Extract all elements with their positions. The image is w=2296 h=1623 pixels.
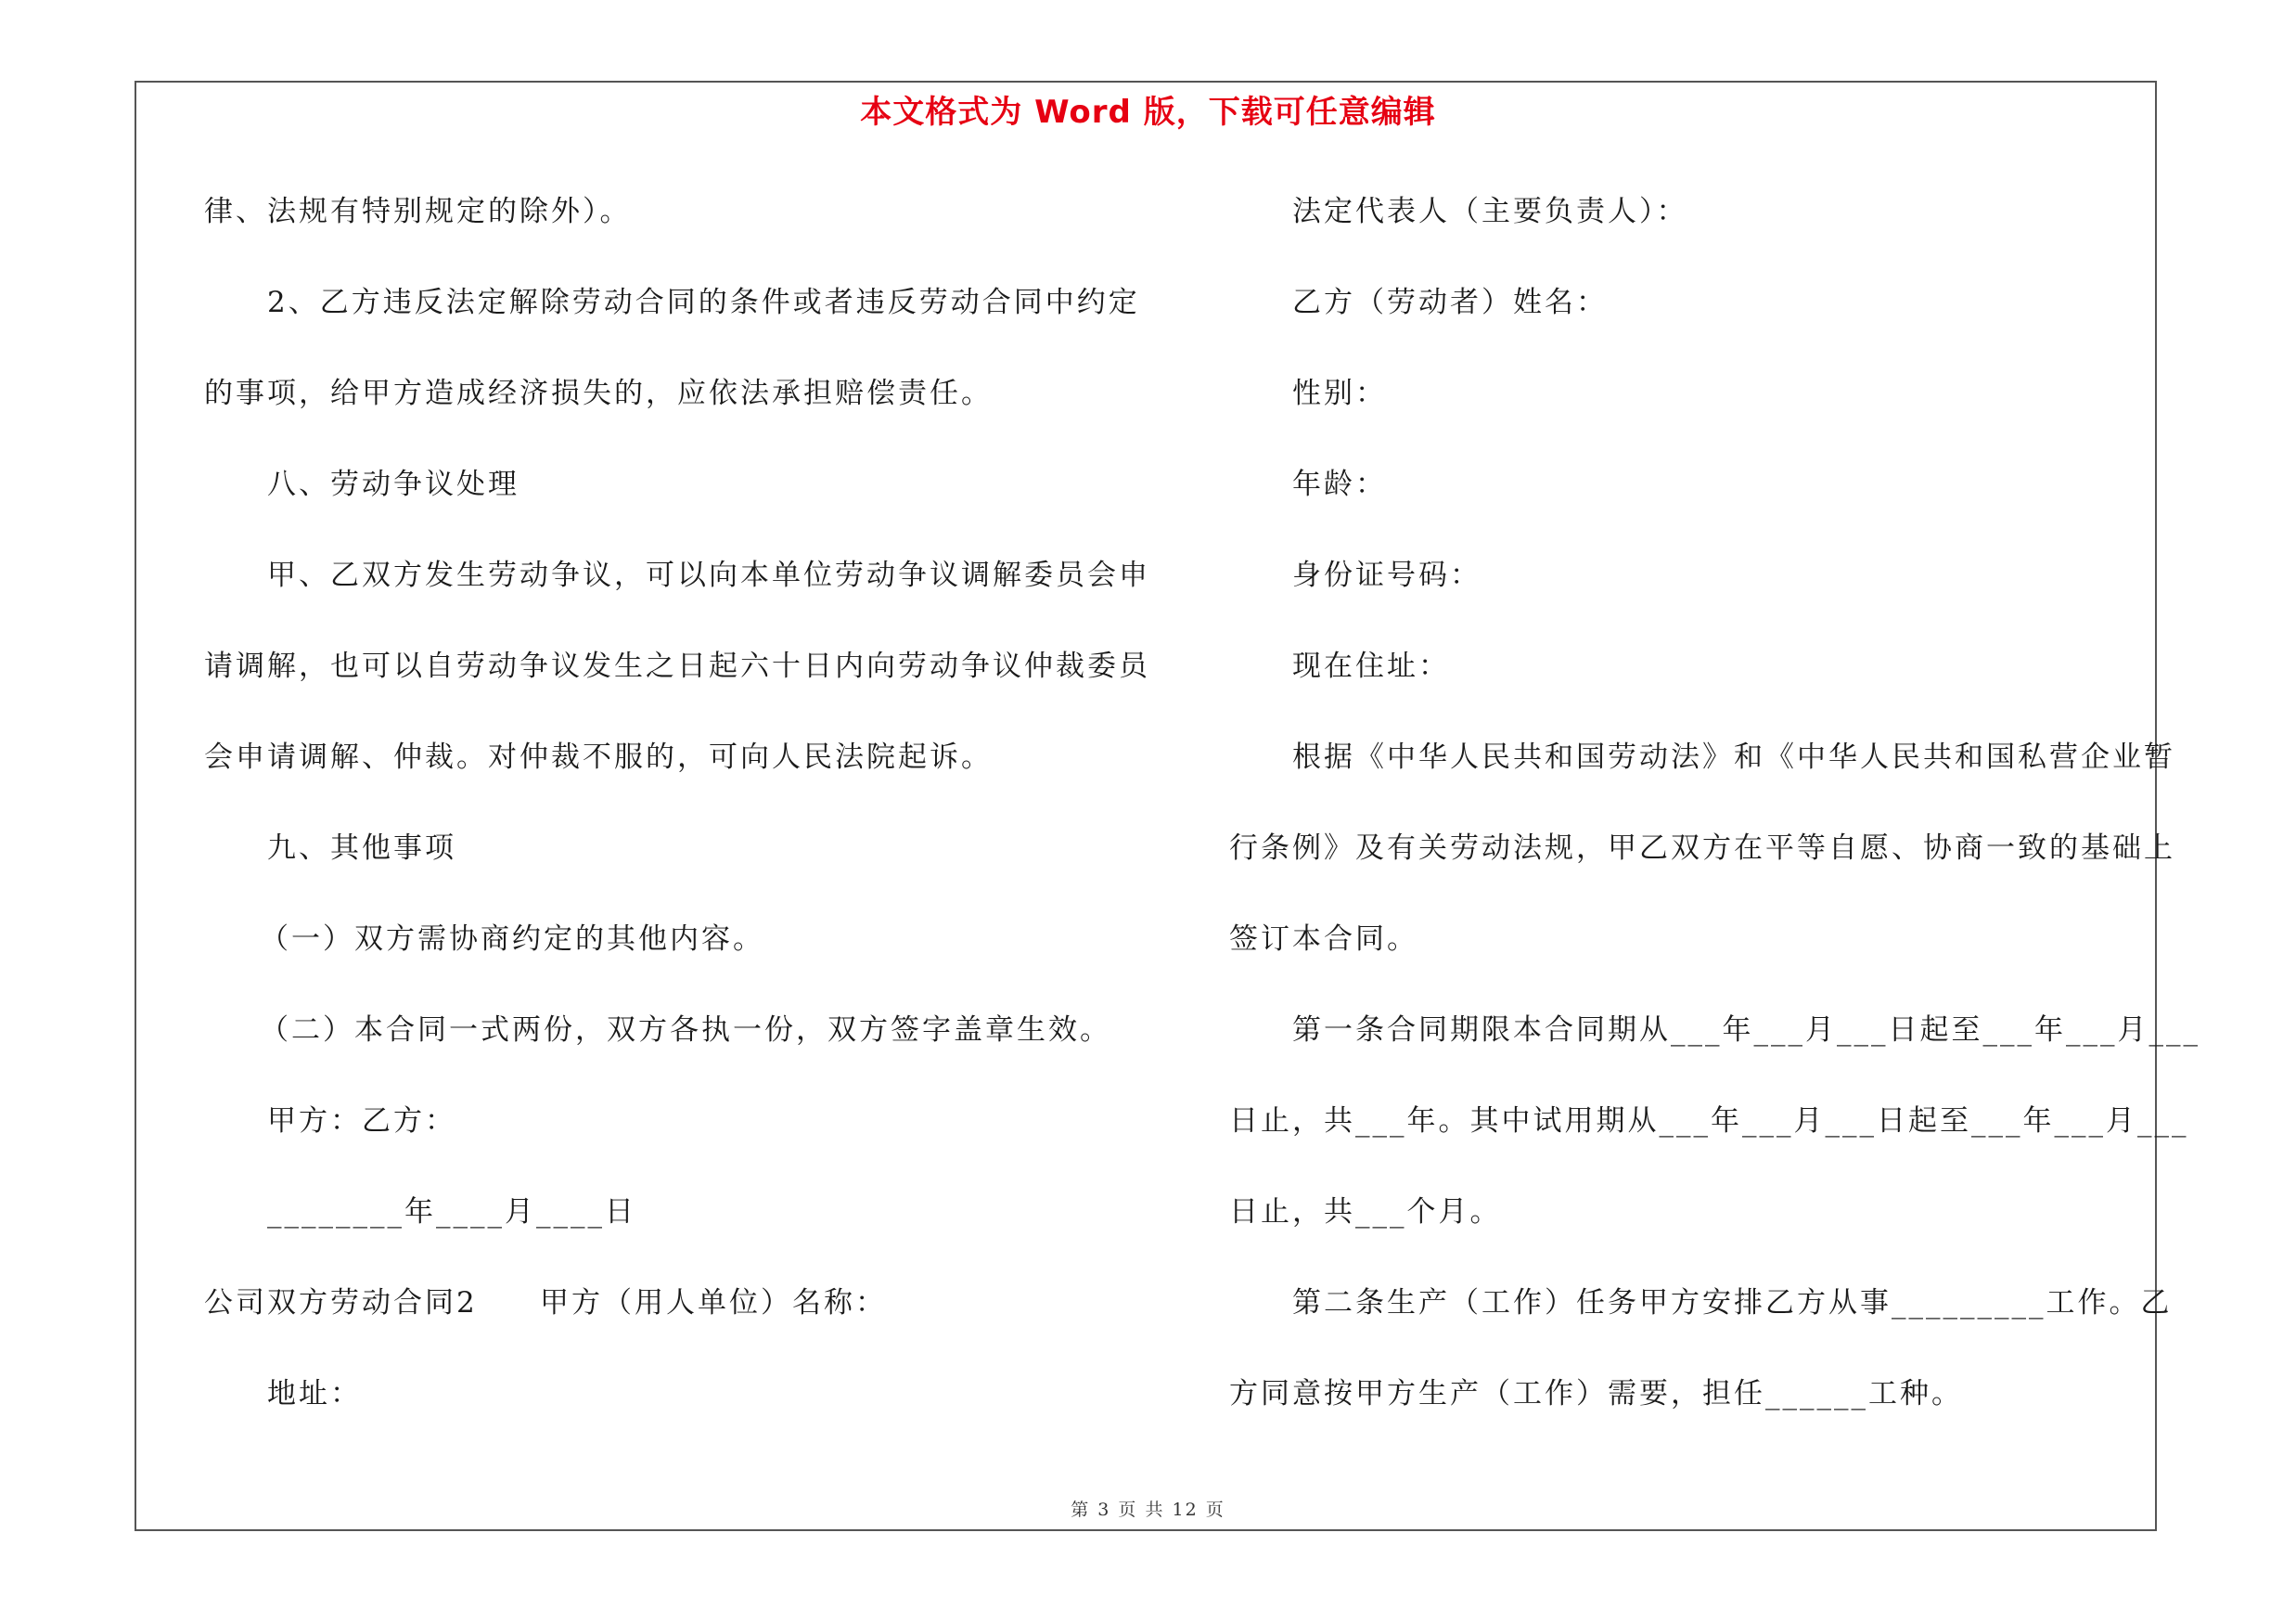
paragraph-line: 甲、乙双方发生劳动争议，可以向本单位劳动争议调解委员会申 [267,559,1150,592]
section-heading: 八、劳动争议处理 [267,468,519,501]
paragraph-line: （一）双方需协商约定的其他内容。 [260,922,764,956]
paragraph-line: 方同意按甲方生产（工作）需要，担任______工种。 [1229,1377,1963,1410]
id-number-label: 身份证号码： [1292,559,1481,592]
age-label: 年龄： [1292,468,1387,501]
paragraph-line: 日止，共___年。其中试用期从___年___月___日起至___年___月___ [1229,1104,2189,1138]
paragraph-line: （二）本合同一式两份，双方各执一份，双方签字盖章生效。 [260,1013,1111,1047]
paragraph-line: 的事项，给甲方造成经济损失的，应依法承担赔偿责任。 [204,377,993,410]
address-label: 地址： [267,1377,362,1410]
paragraph-line: 日止，共___个月。 [1229,1195,1502,1229]
paragraph-line: 根据《中华人民共和国劳动法》和《中华人民共和国私营企业暂 [1292,741,2175,774]
employee-name-label: 乙方（劳动者）姓名： [1292,286,1608,319]
employer-name-label: 甲方（用人单位）名称： [540,1286,887,1320]
paragraph-line: 行条例》及有关劳动法规，甲乙双方在平等自愿、协商一致的基础上 [1229,831,2175,865]
paragraph-line: 签订本合同。 [1229,922,1418,956]
signature-line: 甲方：乙方： [267,1104,456,1138]
legal-rep-label: 法定代表人（主要负责人）： [1292,195,1688,228]
contract-title: 公司双方劳动合同2 [204,1286,478,1320]
paragraph-line: 请调解，也可以自劳动争议发生之日起六十日内向劳动争议仲裁委员 [204,650,1150,683]
section-heading: 九、其他事项 [267,831,456,865]
page-number: 第 3 页 共 12 页 [1071,1500,1225,1520]
paragraph-line: 会申请调解、仲裁。对仲裁不服的，可向人民法院起诉。 [204,741,993,774]
paragraph-line: 律、法规有特别规定的除外）。 [204,195,632,228]
date-line: ________年____月____日 [267,1195,636,1229]
gender-label: 性别： [1292,377,1387,410]
paragraph-line: 第二条生产（工作）任务甲方安排乙方从事_________工作。乙 [1292,1286,2173,1320]
paragraph-line: 第一条合同期限本合同期从___年___月___日起至___年___月___ [1292,1013,2200,1047]
current-address-label: 现在住址： [1292,650,1450,683]
format-banner: 本文格式为 Word 版，下载可任意编辑 [860,94,1436,131]
paragraph-line: 2、乙方违反法定解除劳动合同的条件或者违反劳动合同中约定 [267,286,1140,319]
